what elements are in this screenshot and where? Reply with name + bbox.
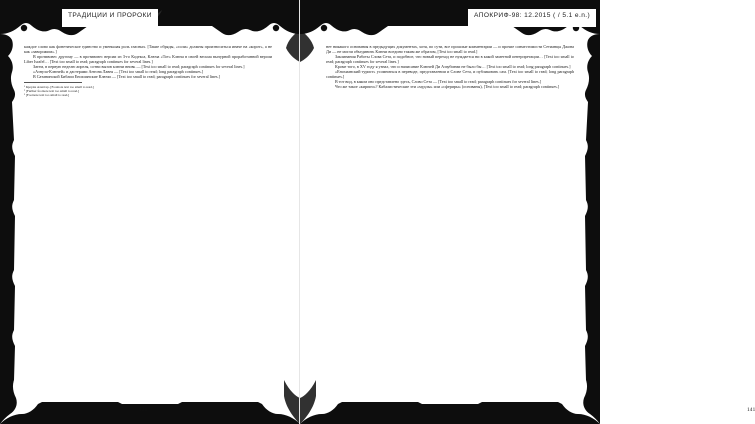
main-text-column xyxy=(326,44,574,89)
left-page xyxy=(0,0,300,424)
footnote-divider xyxy=(24,82,82,83)
paragraph: Затем, в первую неделю апреля, сотни вызов ключи вновь — [Text too small to read; paragraph continues for several lines.] xyxy=(33,64,245,70)
main-text-column xyxy=(24,44,272,97)
paragraph: В Сатанинской Библии Енохианские Ключи — [Text too small to read; paragraph continues for several lines.] xyxy=(33,74,220,80)
running-head: АПОКРИФ-98: 12.2015 ( / 5.1 e.n.) xyxy=(468,9,596,27)
running-head: ТРАДИЦИИ И ПРОРОКИ xyxy=(62,9,158,27)
paragraph: «Азнула-Ключей» и дастерами Антона Лавея — [Text too small to read; long paragraph continues.] xyxy=(33,69,204,75)
paragraph: Заклинания Работы Слова Сета, и подобное, что новый переход не нуждается ни в какой заметной интерпретации… [Text too small to read; paragraph continues for several lines.] xyxy=(326,54,574,65)
paragraph: В тот вид, в каком оно представлено здесь, Слово Сета — [Text too small to read; paragraph continues for several lines.] xyxy=(335,79,542,85)
footnote: ¹ Кроули Алистер. [Footnote text too small to read.] xyxy=(24,84,94,89)
right-page xyxy=(300,0,755,424)
paragraph: Что же такое «кирпич»? Кабалистические эти «мудлы» или «сфериры» (основаны), [Text too small to read; paragraph continues.] xyxy=(335,84,560,90)
paragraph: В противовес другому — в противовес версии из 3-го Кодекса, Ключа «Тот» Ключа в своей весьма вычурной проработанной версии Liber Israfel… [Text too small to read; paragraph continues for several lines.] xyxy=(24,54,272,65)
page-number: 141 xyxy=(747,407,755,413)
footnote: ³ [Footnote text too small to read.] xyxy=(24,93,70,98)
paragraph: нет никакого основания в предыдущих документах, хотя, по сути, все прошлые комментарии — и прочие совместимости Сетианцы Джона Ди — не могли объединить Ключи воедино таким же образом, [Text too small to read.] xyxy=(326,44,574,55)
footnote: ² [Further footnote text too small to read.] xyxy=(24,89,80,94)
paragraph: Кроме того, в XV году я узнал, что и написание Ключей Ди Азаубиеми не было бы… [Text too small to read; long paragraph continues.] xyxy=(335,64,571,70)
footnotes xyxy=(24,85,272,97)
paragraph: «Енохианский турист» усомниться в переводе, представлении и Слове Сета, и публиковать сам. [Text too small to read; long paragraph continues.] xyxy=(326,69,574,80)
book-gutter xyxy=(299,0,300,424)
page-number: 140 xyxy=(139,407,148,413)
paragraph: каждое слово как фонетическое единство и уменьшая роль гласных. [Такие обряды, «соли» должны произноситься иначе на «корот», а не как «заворожим».] xyxy=(24,44,272,55)
